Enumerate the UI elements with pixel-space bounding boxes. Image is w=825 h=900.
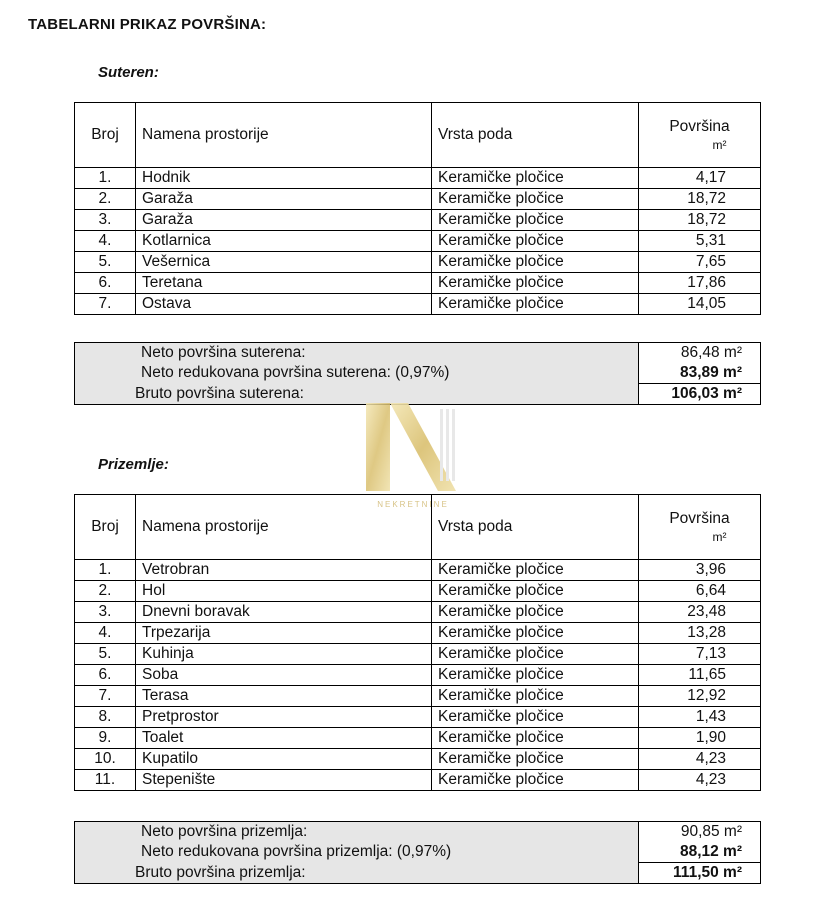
room-area: 14,05 — [639, 294, 761, 315]
room-name: Garaža — [136, 210, 432, 231]
table-row — [75, 210, 761, 231]
totals-row-bruto — [75, 863, 761, 884]
room-floor: Keramičke pločice — [432, 770, 639, 791]
room-name: Dnevni boravak — [136, 602, 432, 623]
table-row — [75, 252, 761, 273]
table-header-row — [75, 495, 761, 560]
room-floor: Keramičke pločice — [432, 686, 639, 707]
bruto-label: Bruto površina prizemlja: — [75, 863, 639, 884]
room-floor: Keramičke pločice — [432, 252, 639, 273]
neto-value: 86,48 m² — [639, 343, 761, 364]
room-area: 23,48 — [639, 602, 761, 623]
totals-row-neto — [75, 343, 761, 364]
header-area-label: Površina — [669, 118, 730, 135]
table-row — [75, 294, 761, 315]
room-area: 1,43 — [639, 707, 761, 728]
room-name: Kotlarnica — [136, 231, 432, 252]
room-name: Pretprostor — [136, 707, 432, 728]
totals-row-reduced — [75, 363, 761, 384]
header-num: Broj — [75, 495, 136, 560]
room-name: Teretana — [136, 273, 432, 294]
room-area: 7,13 — [639, 644, 761, 665]
header-area-unit: m² — [712, 138, 727, 152]
header-name: Namena prostorije — [136, 495, 432, 560]
document-title: TABELARNI PRIKAZ POVRŠINA: — [28, 16, 267, 33]
room-floor: Keramičke pločice — [432, 560, 639, 581]
room-num: 6. — [75, 665, 136, 686]
header-area — [639, 103, 761, 168]
header-area-label: Površina — [669, 510, 730, 527]
room-name: Trpezarija — [136, 623, 432, 644]
room-num: 4. — [75, 623, 136, 644]
header-floor: Vrsta poda — [432, 103, 639, 168]
room-floor: Keramičke pločice — [432, 623, 639, 644]
table-row — [75, 728, 761, 749]
table-row — [75, 623, 761, 644]
bruto-value: 111,50 m² — [639, 863, 761, 884]
room-area: 7,65 — [639, 252, 761, 273]
room-num: 6. — [75, 273, 136, 294]
rooms-table-prizemlje — [74, 494, 761, 791]
room-num: 9. — [75, 728, 136, 749]
room-area: 4,17 — [639, 168, 761, 189]
room-name: Toalet — [136, 728, 432, 749]
room-floor: Keramičke pločice — [432, 665, 639, 686]
room-area: 4,23 — [639, 749, 761, 770]
reduced-label: Neto redukovana površina prizemlja: (0,97%) — [75, 842, 639, 863]
room-floor: Keramičke pločice — [432, 231, 639, 252]
room-area: 1,90 — [639, 728, 761, 749]
reduced-label: Neto redukovana površina suterena: (0,97%) — [75, 363, 639, 384]
room-num: 3. — [75, 210, 136, 231]
room-name: Kuhinja — [136, 644, 432, 665]
room-name: Kupatilo — [136, 749, 432, 770]
room-name: Ostava — [136, 294, 432, 315]
table-row — [75, 749, 761, 770]
table-row — [75, 602, 761, 623]
room-num: 2. — [75, 189, 136, 210]
bruto-value: 106,03 m² — [639, 384, 761, 405]
room-num: 7. — [75, 686, 136, 707]
room-name: Vetrobran — [136, 560, 432, 581]
room-area: 18,72 — [639, 210, 761, 231]
neto-label: Neto površina suterena: — [75, 343, 639, 364]
room-area: 17,86 — [639, 273, 761, 294]
room-floor: Keramičke pločice — [432, 749, 639, 770]
table-row — [75, 770, 761, 791]
table-row — [75, 168, 761, 189]
header-area-unit: m² — [712, 530, 727, 544]
section-title-suteren: Suteren: — [98, 64, 159, 81]
room-floor: Keramičke pločice — [432, 581, 639, 602]
bruto-label: Bruto površina suterena: — [75, 384, 639, 405]
room-floor: Keramičke pločice — [432, 210, 639, 231]
room-name: Soba — [136, 665, 432, 686]
table-row — [75, 686, 761, 707]
reduced-value: 88,12 m² — [639, 842, 761, 863]
room-area: 5,31 — [639, 231, 761, 252]
room-floor: Keramičke pločice — [432, 294, 639, 315]
room-num: 5. — [75, 252, 136, 273]
room-floor: Keramičke pločice — [432, 644, 639, 665]
table-header-row — [75, 103, 761, 168]
reduced-value: 83,89 m² — [639, 363, 761, 384]
room-name: Stepenište — [136, 770, 432, 791]
table-row — [75, 644, 761, 665]
room-num: 3. — [75, 602, 136, 623]
header-area — [639, 495, 761, 560]
room-name: Hol — [136, 581, 432, 602]
table-row — [75, 707, 761, 728]
table-row — [75, 560, 761, 581]
room-area: 12,92 — [639, 686, 761, 707]
room-area: 6,64 — [639, 581, 761, 602]
section-title-prizemlje: Prizemlje: — [98, 456, 169, 473]
room-area: 18,72 — [639, 189, 761, 210]
room-floor: Keramičke pločice — [432, 728, 639, 749]
table-row — [75, 665, 761, 686]
room-num: 7. — [75, 294, 136, 315]
room-name: Hodnik — [136, 168, 432, 189]
room-name: Vešernica — [136, 252, 432, 273]
room-floor: Keramičke pločice — [432, 273, 639, 294]
room-area: 11,65 — [639, 665, 761, 686]
room-num: 2. — [75, 581, 136, 602]
room-name: Terasa — [136, 686, 432, 707]
room-name: Garaža — [136, 189, 432, 210]
totals-row-reduced — [75, 842, 761, 863]
room-num: 5. — [75, 644, 136, 665]
room-area: 13,28 — [639, 623, 761, 644]
room-area: 3,96 — [639, 560, 761, 581]
room-num: 11. — [75, 770, 136, 791]
totals-table-prizemlje — [74, 821, 761, 884]
table-row — [75, 273, 761, 294]
neto-label: Neto površina prizemlja: — [75, 822, 639, 843]
watermark-text: NEKRETNINE — [377, 500, 449, 509]
header-floor: Vrsta poda — [432, 495, 639, 560]
rooms-table-suteren — [74, 102, 761, 315]
neto-value: 90,85 m² — [639, 822, 761, 843]
room-floor: Keramičke pločice — [432, 168, 639, 189]
room-floor: Keramičke pločice — [432, 602, 639, 623]
totals-row-neto — [75, 822, 761, 843]
room-num: 1. — [75, 560, 136, 581]
table-row — [75, 231, 761, 252]
room-num: 1. — [75, 168, 136, 189]
room-floor: Keramičke pločice — [432, 189, 639, 210]
room-num: 8. — [75, 707, 136, 728]
header-name: Namena prostorije — [136, 103, 432, 168]
header-num: Broj — [75, 103, 136, 168]
room-area: 4,23 — [639, 770, 761, 791]
table-row — [75, 189, 761, 210]
room-floor: Keramičke pločice — [432, 707, 639, 728]
room-num: 10. — [75, 749, 136, 770]
room-num: 4. — [75, 231, 136, 252]
table-row — [75, 581, 761, 602]
